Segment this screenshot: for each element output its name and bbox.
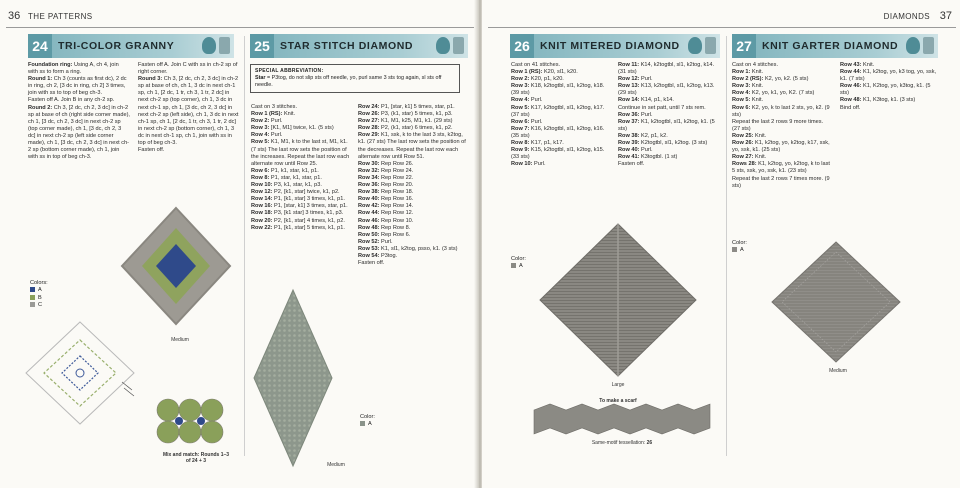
pattern-24-chart-diagram	[20, 318, 148, 428]
yarn-weight-icon	[219, 37, 230, 54]
pattern-27-title: KNIT GARTER DIAMOND	[762, 40, 899, 52]
instruction-line: Round 2: Ch 3, [2 dc, ch 2, 3 dc] in ch-2 sp at base of ch (right side corner made), ch 1, [3 dc, ch 2, 3 dc] in next ch-2 sp (top corner made), ch 1, [3 dc, ch 2, 3 dc] in next ch-2 sp (left side corner made), ch 1, [3 dc, ch 2, 3 dc] in next ch-2 sp (bottom corner made), ch 1, join with ss in top of beg ch-3.	[28, 104, 130, 161]
special-abbreviation-box	[250, 64, 460, 93]
pattern-25-colors: Color: A	[360, 414, 375, 428]
instruction-line: Row 20: P2, [k1, star] 4 times, k1, p2.	[251, 217, 345, 224]
instruction-line: Row 11: K14, k2togtbl, sl1, k2tog, k14. (31 sts)	[618, 62, 715, 76]
instruction-line: Row 38: K2, p1, k2.	[618, 132, 668, 139]
color-b: B	[30, 295, 48, 302]
instruction-line: Row 14: K14, p1, k14.	[618, 97, 674, 104]
mix-and-match-caption: Mix and match: Rounds 1–3 of 24 + 3	[162, 452, 230, 464]
instruction-line: Repeat the last 2 rows 7 times more. (9 sts)	[732, 175, 830, 189]
pattern-27-instructions-col1	[732, 62, 832, 190]
instruction-line: Row 8: P1, star, k1, star, p1.	[251, 174, 322, 181]
instruction-line: Row 6: Purl.	[511, 118, 543, 125]
pattern-26-banner	[510, 34, 720, 58]
instruction-line: Row 12: Purl.	[618, 76, 653, 83]
instruction-line: Round 3: Ch 3, [2 dc, ch 2, 3 dc] in ch-2 sp at base of ch, ch 1, 3 dc in next ch-1 sp, ch 1, [2 dc, 1 tr, ch 3, 1 tr, 2 dc] in next ch-2 sp (top corner), ch 1, 3 dc in next ch-1 sp, ch 1, [3 dc, ch 2, 3 dc] in next ch-2 sp (left side), ch 1, 3 dc in next ch-1 sp, ch 1, [2 dc, 1 tr, ch 3, 1 tr, 2 dc] in next ch-2 sp (bottom corner), ch 1, 3 dc in next ch-1 sp, ch 1, join with ss in top of beg ch-3.	[138, 76, 239, 147]
instruction-line: Row 53: K1, sl1, k2tog, psso, k1. (3 sts)	[358, 245, 458, 252]
pattern-24-title: TRI-COLOR GRANNY	[58, 40, 175, 52]
instruction-line: Row 5: K17, k2togtbl, sl1, k2tog, k17. (37 sts)	[511, 104, 605, 118]
pattern-27-skill-icons	[906, 37, 934, 54]
instruction-line: Row 18: P3, [k1 star] 3 times, k1, p3.	[251, 210, 344, 217]
instruction-line: Row 32: Rep Row 24.	[358, 167, 414, 174]
pattern-25-banner	[250, 34, 468, 58]
pattern-24-colors	[30, 280, 48, 310]
instruction-line: Row 43: Knit.	[840, 62, 875, 68]
pattern-25-title: STAR STITCH DIAMOND	[280, 40, 414, 52]
mix-and-match-tiles	[156, 398, 236, 456]
instruction-line: Row 6: K2, yo, k to last 2 sts, yo, k2. (9 sts)	[732, 104, 830, 118]
instruction-line: Foundation ring: Using A, ch 4, join with ss to form a ring.	[28, 62, 119, 76]
instruction-line: Row 9: K15, k2togtbl, sl1, k2tog, k15. (33 sts)	[511, 147, 605, 161]
instruction-line: Row 10: Purl.	[511, 161, 546, 168]
instruction-line: Cast on 3 stitches.	[251, 104, 298, 110]
instruction-line: Row 30: Rep Row 26.	[358, 160, 414, 167]
color-swatch-a	[511, 263, 516, 268]
pattern-26-title: KNIT MITERED DIAMOND	[540, 40, 680, 52]
instruction-line: Row 2: K20, p1, k20.	[511, 76, 564, 83]
instruction-line: Row 6: P1, k1, star, k1, p1.	[251, 167, 319, 174]
running-head-right: DIAMONDS	[883, 12, 930, 21]
pattern-24-skill-icons	[202, 37, 230, 54]
yarn-weight-icon	[453, 37, 464, 54]
pattern-25-swatch-caption: Medium	[327, 462, 345, 468]
pattern-25-instructions-col1	[251, 104, 351, 232]
instruction-line: Row 38: Rep Row 18.	[358, 189, 414, 196]
instruction-line: Row 44: Rep Row 12.	[358, 210, 414, 217]
instruction-line: Cast on 4 stitches.	[732, 62, 779, 68]
scarf-tessellation-illustration	[534, 404, 710, 434]
instruction-line: Row 10: P3, k1, star, k1, p3.	[251, 182, 322, 189]
right-page	[482, 0, 960, 488]
color-swatch-b	[30, 295, 35, 300]
color-swatch-a	[30, 287, 35, 292]
color-swatch-c	[30, 302, 35, 307]
pattern-27-instructions-col2	[840, 62, 940, 112]
column-divider	[244, 36, 245, 456]
instruction-line: Row 8: K17, p1, k17.	[511, 140, 564, 147]
page-number-right: 37	[939, 10, 952, 22]
pattern-26-swatch-photo	[536, 220, 700, 380]
instruction-line: Cast on 41 stitches.	[511, 62, 561, 68]
instruction-line: Row 39: K2togtbl, sl1, k2tog. (3 sts)	[618, 140, 708, 147]
pattern-26-number: 26	[510, 34, 534, 58]
instruction-line: Row 26: K1, k2tog, yo, k2tog, k17, ssk, yo, ssk, k1. (25 sts)	[732, 140, 830, 154]
instruction-line: Row 46: Rep Row 10.	[358, 217, 414, 224]
instruction-line: Fasten off.	[138, 147, 165, 154]
instruction-line: Fasten off.	[358, 260, 385, 267]
instruction-line: Row 28: P2, (k1, star) 6 times, k1, p2.	[358, 125, 453, 132]
instruction-line: Row 1: Knit.	[732, 69, 764, 76]
crochet-hook-icon	[202, 37, 216, 54]
instruction-line: Row 50: Rep Row 6.	[358, 231, 411, 238]
knitting-needles-icon	[688, 37, 702, 54]
instruction-line: Row 14: P1, [k1, star] 3 times, k1, p1.	[251, 196, 345, 203]
instruction-line: Row 16: P1, [star, k1] 3 times, star, p1.	[251, 203, 348, 210]
instruction-line: Row 40: Rep Row 16.	[358, 196, 414, 203]
pattern-26-skill-icons	[688, 37, 716, 54]
pattern-27-number: 27	[732, 34, 756, 58]
pattern-25-instructions-col2	[358, 104, 466, 267]
page-number-left: 36	[8, 10, 21, 22]
abbreviation-definition: Star = P3tog, do not slip sts off needle, yo, purl same 3 sts tog again, sl sts off needle.	[255, 75, 442, 88]
pattern-24-banner	[28, 34, 234, 58]
color-swatch-a	[732, 247, 737, 252]
pattern-26-instructions-col1	[511, 62, 613, 168]
pattern-25-swatch-photo	[252, 288, 334, 472]
pattern-25-skill-icons	[436, 37, 464, 54]
instruction-line: Row 4: Purl.	[511, 97, 543, 104]
instruction-line: Row 52: Purl.	[358, 238, 393, 245]
instruction-line: Row 29: K1, ssk, k to the last 3 sts, k2tog, k1. (27 sts) The last row sets the position of the decreases. Repeat the last row each alternate row until Row 51.	[358, 132, 466, 160]
instruction-line: Row 13: K13, k2togtbl, sl1, k2tog, k13. (29 sts)	[618, 83, 715, 97]
instruction-line: Fasten off.	[618, 161, 645, 168]
tessellation-caption: Same-motif tessellation: 26	[591, 440, 653, 446]
color-a: A	[732, 247, 747, 254]
instruction-line: Row 1 (RS): Knit.	[251, 111, 296, 118]
instruction-line: Row 37: K1, k2togtbl, sl1, k2tog, k1. (5 sts)	[618, 118, 715, 132]
colors-label: Colors:	[30, 280, 48, 286]
running-head-left: THE PATTERNS	[28, 12, 93, 21]
instruction-line: Repeat the last 2 rows 9 more times. (27 sts)	[732, 118, 824, 132]
instruction-line: Row 2: Purl.	[251, 118, 283, 125]
instruction-line: Row 36: Rep Row 20.	[358, 182, 414, 189]
instruction-line: Row 12: P2, [k1, star] twice, k1, p2.	[251, 189, 340, 196]
pattern-24-swatch-caption: Medium	[171, 337, 189, 343]
instruction-line: Row 25: Knit.	[732, 132, 767, 139]
instruction-line: Row 2 (RS): K2, yo, k2. (5 sts)	[732, 76, 809, 83]
left-page	[0, 0, 478, 488]
color-a: A	[30, 287, 48, 294]
instruction-line: Row 27: K1, M1, k25, M1, k1. (29 sts)	[358, 118, 453, 125]
instruction-line: Rows 28: K1, k2tog, yo, k2tog, k to last 5 sts, ssk, yo, ssk, k1. (23 sts)	[732, 161, 830, 175]
color-swatch-a	[360, 421, 365, 426]
instruction-line: Row 54: P3tog.	[358, 252, 398, 259]
yarn-weight-icon	[705, 37, 716, 54]
instruction-line: Row 1 (RS): K20, sl1, k20.	[511, 69, 578, 76]
instruction-line: Row 3: [K1, M1] twice, k1. (5 sts)	[251, 125, 334, 132]
pattern-26-instructions-col2	[618, 62, 720, 168]
instruction-line: Fasten off A. Join B in any ch-2 sp.	[28, 97, 115, 104]
instruction-line: Row 26: P3, (k1, star) 5 times, k1, p3.	[358, 111, 453, 118]
instruction-line: Fasten off A. Join C with ss in ch-2 sp of right corner.	[138, 62, 238, 76]
instruction-line: Row 42: Rep Row 14.	[358, 203, 414, 210]
instruction-line: Row 48: Rep Row 8.	[358, 224, 411, 231]
pattern-24-instructions-col2	[138, 62, 240, 154]
instruction-line: Row 48: K1, K3tog, k1. (3 sts)	[840, 97, 916, 104]
header-rule	[488, 27, 956, 28]
instruction-line: Row 40: Purl.	[618, 147, 653, 154]
instruction-line: Round 1: Ch 3 (counts as first dc), 2 dc in ring, ch 2, [3 dc in ring, ch 2] 3 times, join with ss to top of beg ch-3.	[28, 76, 127, 97]
instruction-line: Row 3: K18, k2togtbl, sl1, k2tog, k18. (39 sts)	[511, 83, 605, 97]
instruction-line: Row 4: K2, yo, k1, yo, K2. (7 sts)	[732, 90, 815, 97]
pattern-26-swatch-caption: Large	[611, 382, 625, 388]
instruction-line: Row 24: P1, [star, k1] 5 times, star, p1.	[358, 104, 455, 110]
instruction-line: Row 4: Purl.	[251, 132, 283, 139]
instruction-line: Row 22: P1, [k1, star] 5 times, k1, p1.	[251, 224, 345, 231]
pattern-25-number: 25	[250, 34, 274, 58]
header-rule	[6, 27, 474, 28]
pattern-27-colors: Color: A	[732, 240, 747, 254]
instruction-line: Row 7: K16, k2togtbl, sl1, k2tog, k16. (35 sts)	[511, 125, 605, 139]
pattern-24-swatch-photo	[118, 206, 236, 336]
instruction-line: Row 5: K1, M1, k to the last st, M1, k1. (7 sts) The last row sets the position of the increases. Repeat the last row each alternate row until Row 25.	[251, 139, 350, 167]
knitting-needles-icon	[436, 37, 450, 54]
pattern-27-banner	[732, 34, 938, 58]
instruction-line: Row 44: K1, k2tog, yo, k3 tog, yo, ssk, k1. (7 sts)	[840, 69, 937, 83]
instruction-line: Row 27: Knit.	[732, 154, 767, 161]
instruction-line: Row 5: Knit.	[732, 97, 764, 104]
instruction-line: Row 41: K3togtbl. (1 st)	[618, 154, 678, 161]
instruction-line: Row 36: Purl.	[618, 111, 653, 118]
instruction-line: Row 3: Knit.	[732, 83, 764, 90]
abbreviation-heading: SPECIAL ABBREVIATION:	[255, 68, 324, 74]
pattern-24-instructions-col1	[28, 62, 130, 161]
pattern-24-number: 24	[28, 34, 52, 58]
pattern-26-colors: Color: A	[511, 256, 526, 270]
knitting-needles-icon	[906, 37, 920, 54]
color-a: A	[360, 421, 375, 428]
pattern-27-swatch-caption: Medium	[829, 368, 847, 374]
instruction-line: Continue in set patt, until 7 sts rem.	[618, 104, 706, 111]
column-divider	[726, 36, 727, 456]
color-c: C	[30, 302, 48, 309]
scarf-caption: To make a scarf	[599, 398, 637, 404]
yarn-weight-icon	[923, 37, 934, 54]
color-a: A	[511, 263, 526, 270]
instruction-line: Bind off.	[840, 104, 861, 111]
pattern-27-swatch-photo	[770, 240, 902, 364]
instruction-line: Row 46: K1, K2tog, yo, k3tog, k1. (5 sts)	[840, 83, 931, 97]
instruction-line: Row 34: Rep Row 22.	[358, 174, 414, 181]
